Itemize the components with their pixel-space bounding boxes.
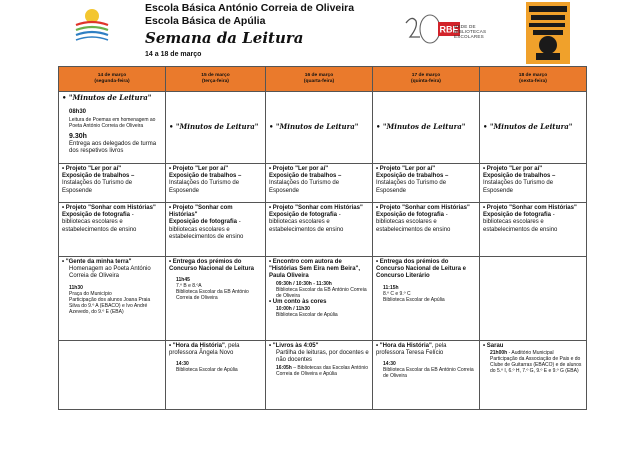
event-time: 08h30 — [69, 109, 87, 116]
event-time: 11:15h — [383, 284, 399, 291]
table-cell: • Projeto "Ler por aí" Exposição de trabalhos – Instalações do Turismo de Esposende — [59, 164, 166, 203]
event-title: "Hora da História" — [379, 343, 432, 349]
school-logo — [72, 6, 112, 46]
table-cell: • Entrega dos prémios do Concurso Nacional de Leitura 11h45 7.º B e 8.ºA Biblioteca Escolar da EB António Correia de Oliveira — [166, 257, 266, 341]
table-cell — [480, 257, 587, 341]
table-cell: • "Gente da minha terra" Homenagem ao Poeta António Correia de Oliveira 11h30 Praça do Município Participação dos alunos Joana Praia Silva do 9.º A (EBACO) e Ivo André Azevedo, do 9.º E (EBA) — [59, 257, 166, 341]
table-cell: • Projeto "Sonhar com Histórias" Exposição de fotografia - bibliotecas escolares e estabelecimentos de ensino — [373, 203, 480, 257]
event-title: Projeto "Sonhar com Histórias" — [65, 205, 156, 211]
table-cell — [266, 92, 373, 164]
event-title: Encontro com autora de "Histórias Sem Eira nem Beira", Paula Oliveira — [269, 259, 361, 280]
day-header: 14 de março (segunda-feira) — [59, 67, 166, 92]
school-name-2: Escola Básica de Apúlia — [145, 15, 266, 27]
event-poster-image — [526, 2, 570, 64]
event-place: Biblioteca Escolar da EB António Correia de Oliveira — [383, 367, 474, 380]
event-desc: Partilha de leituras, por docentes e não docentes — [276, 350, 369, 364]
table-cell: • "Hora da História", pela professora Teresa Felício 14:30 Biblioteca Escolar da EB António Correia de Oliveira — [373, 341, 480, 410]
table-cell: • Entrega dos prémios do Concurso Nacional de Leitura e Concurso Literário 11:15h 8.º C e 9.º C Biblioteca Escolar de Apúlia — [373, 257, 480, 341]
table-cell — [480, 92, 587, 164]
day-header: 16 de março (quarta-feira) — [266, 67, 373, 92]
rbe-caption: REDE DE BIBLIOTECAS ESCOLARES — [454, 24, 487, 40]
table-row — [59, 164, 587, 203]
table-header-row — [59, 67, 587, 92]
event-title: Projeto "Sonhar com Histórias" — [379, 205, 470, 211]
event-place: Biblioteca Escolar da EB António Correia de Oliveira — [276, 286, 367, 299]
event-desc: Participação dos alunos Joana Praia Silva do 9.º A (EBACO) e Ivo André Azevedo, do 9.º E (EBA) — [69, 296, 151, 315]
event-title: Entrega dos prémios do Concurso Nacional de Leitura — [169, 259, 255, 273]
school-name-1: Escola Básica António Correia de Oliveira — [145, 2, 355, 14]
table-cell: • Projeto "Ler por aí" Exposição de trabalhos – Instalações do Turismo de Esposende — [480, 164, 587, 203]
event-place: – Bibliotecas das Escolas António Correia de Oliveira e Apúlia — [276, 364, 369, 377]
event-place: Praça do Município — [69, 290, 112, 297]
table-cell — [373, 92, 480, 164]
table-cell: • Projeto "Ler por aí" Exposição de trabalhos – Instalações do Turismo de Esposende — [373, 164, 480, 203]
event-desc: Participação da Associação de Pais e do Clube de Guitarras (EBACO) e de alunos do 5.º I, 6.º H, 7.º G, 9.º E e 9.º G (EBA) — [490, 356, 582, 375]
event-title: Sarau — [486, 343, 504, 349]
event-title: • "Minutos de Leitura" — [483, 122, 573, 132]
event-desc: Entrega aos delegados de turma dos respetivos livros — [69, 141, 157, 155]
table-cell: • Projeto "Ler por aí" Exposição de trabalhos – Instalações do Turismo de Esposende — [166, 164, 266, 203]
event-title: Entrega dos prémios do Concurso Nacional de Leitura e Concurso Literário — [376, 259, 467, 280]
event-place: Biblioteca Escolar da EB António Correia de Oliveira — [176, 289, 249, 302]
event-title: "Livros às 4:05" — [272, 343, 319, 349]
event-place: Biblioteca Escolar de Apúlia — [383, 296, 445, 303]
svg-text:RBE: RBE — [439, 24, 459, 35]
event-title: • "Minutos de Leitura" — [376, 122, 466, 132]
table-cell: • Projeto "Sonhar com Histórias" Exposição de fotografia - bibliotecas escolares e estabelecimentos de ensino — [266, 203, 373, 257]
event-title: • "Minutos de Leitura" — [169, 122, 259, 132]
day-header: 15 de março (terça-feira) — [166, 67, 266, 92]
table-cell: • Projeto "Sonhar com Histórias" Exposição de fotografia - bibliotecas escolares e estabelecimentos de ensino — [166, 203, 266, 257]
day-header: 18 de março (sexta-feira) — [480, 67, 587, 92]
event-place: - Auditório Municipal — [508, 350, 554, 357]
event-time: 09:30h / 10:30h - 11:30h — [276, 280, 332, 287]
event-title: Um conto às cores — [272, 298, 327, 305]
event-title: Projeto "Ler por aí" — [486, 166, 543, 172]
table-cell: • Projeto "Sonhar com Histórias" Exposição de fotografia - bibliotecas escolares e estabelecimentos de ensino — [59, 203, 166, 257]
event-title: Projeto "Sonhar com Histórias" — [272, 205, 363, 211]
event-time: 10:00h / 11h30 — [276, 305, 310, 312]
event-class: 8.º C e 9.º C — [383, 290, 411, 297]
event-time: 14:30 — [383, 361, 396, 368]
event-desc: Homenagem ao Poeta António Correia de Oliveira — [69, 266, 151, 280]
table-cell: • Projeto "Ler por aí" Exposição de trabalhos – Instalações do Turismo de Esposende — [266, 164, 373, 203]
page-title: Semana da Leitura — [145, 29, 304, 47]
event-title: Projeto "Sonhar com Histórias" — [169, 205, 233, 219]
event-title: Projeto "Ler por aí" — [172, 166, 229, 172]
event-time: 9.30h — [69, 132, 87, 140]
table-row — [59, 92, 587, 164]
schedule-table — [58, 66, 587, 410]
event-desc: Leitura de Poemas em homenagem ao Poeta António Correia de Oliveira — [69, 116, 156, 129]
table-cell: • Sarau 21h00h - Auditório Municipal Participação da Associação de Pais e do Clube de Guitarras (EBACO) e de alunos do 5.º I, 6.º H, 7.º G, 9.º E e 9.º G (EBA) — [480, 341, 587, 410]
event-title: Projeto "Ler por aí" — [379, 166, 436, 172]
table-row — [59, 341, 587, 410]
table-cell — [166, 92, 266, 164]
event-place: Biblioteca Escolar de Apúlia — [276, 311, 338, 318]
event-time: 11h45 — [176, 277, 190, 284]
event-class: 7.º B e 8.ºA — [176, 283, 202, 290]
table-row — [59, 257, 587, 341]
week-dates: 14 a 18 de março — [145, 51, 202, 58]
event-title: Projeto "Ler por aí" — [65, 166, 122, 172]
event-title: Projeto "Sonhar com Histórias" — [486, 205, 577, 211]
event-time: 21h00h — [490, 350, 508, 357]
table-cell: • Encontro com autora de "Histórias Sem Eira nem Beira", Paula Oliveira 09:30h / 10:30h - 11:30h Biblioteca Escolar da EB António Correia de Oliveira • Um conto às cores 10:00h / 11h30 Biblioteca Escolar de Apúlia — [266, 257, 373, 341]
table-row — [59, 203, 587, 257]
event-title: "Gente da minha terra" — [65, 259, 132, 265]
event-time: 16:05h — [276, 364, 292, 371]
event-title: "Hora da História" — [172, 343, 225, 349]
table-cell — [59, 92, 166, 164]
day-header: 17 de março (quinta-feira) — [373, 67, 480, 92]
event-title: • "Minutos de Leitura" — [62, 93, 152, 102]
header-titles — [145, 2, 385, 58]
event-title: • "Minutos de Leitura" — [269, 122, 359, 132]
event-time: 14:30 — [176, 361, 189, 368]
event-place: Biblioteca Escolar de Apúlia — [176, 367, 238, 374]
table-cell: • "Hora da História", pela professora Ângela Novo 14:30 Biblioteca Escolar de Apúlia — [166, 341, 266, 410]
table-cell: • Projeto "Sonhar com Histórias" Exposição de fotografia - bibliotecas escolares e estabelecimentos de ensino — [480, 203, 587, 257]
table-cell — [59, 341, 166, 410]
event-title: Projeto "Ler por aí" — [272, 166, 329, 172]
table-cell: • "Livros às 4:05" Partilha de leituras, por docentes e não docentes 16:05h – Bibliotecas das Escolas António Correia de Oliveira e Apúlia — [266, 341, 373, 410]
event-time: 11h30 — [69, 284, 83, 291]
